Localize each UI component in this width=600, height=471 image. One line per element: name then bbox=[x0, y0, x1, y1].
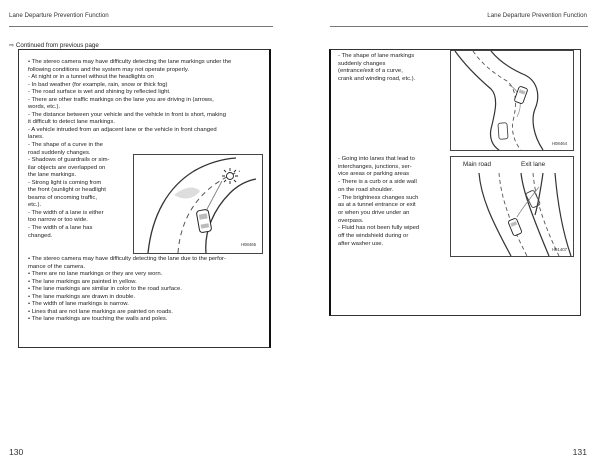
figure-code: H01407 bbox=[551, 247, 567, 252]
car-outline-icon bbox=[498, 123, 508, 140]
text-line: it difficult to detect lane markings. bbox=[28, 119, 115, 126]
text-line: • The lane markings are touching the walls and poles. bbox=[28, 316, 168, 323]
text-line: - Fluid has not been fully wiped bbox=[338, 225, 420, 232]
text-line: overpass. bbox=[338, 217, 364, 224]
left-narrow-text bbox=[28, 142, 110, 240]
main-road-label: Main road bbox=[463, 161, 492, 168]
text-line: - The width of a lane has bbox=[28, 225, 93, 232]
car-icon bbox=[508, 218, 522, 236]
text-line: road suddenly changes. bbox=[28, 149, 91, 156]
exit-lane-figure bbox=[450, 156, 574, 257]
winding-road-figure bbox=[450, 50, 574, 151]
text-line: - The distance between your vehicle and the vehicle in front is short, making bbox=[28, 111, 226, 118]
text-line: the front (sunlight or headlight bbox=[28, 187, 106, 194]
car-outline-icon bbox=[525, 190, 540, 208]
running-header-left: Lane Departure Prevention Function bbox=[9, 12, 109, 19]
text-line: • The lane markings are drawn in double. bbox=[28, 293, 136, 300]
text-line: vice areas or parking areas bbox=[338, 171, 410, 178]
page-number-right: 131 bbox=[572, 447, 587, 457]
car-icon bbox=[514, 86, 528, 104]
text-line: - The road surface is wet and shining by reflected light. bbox=[28, 89, 171, 96]
page-number-left: 130 bbox=[9, 447, 24, 457]
text-line: • The lane markings are painted in yellow. bbox=[28, 278, 137, 285]
left-bottom-text bbox=[28, 256, 226, 324]
continued-note: ⇨ Continued from previous page bbox=[9, 42, 99, 49]
text-line: - A vehicle intruded from an adjacent lane or the vehicle in front changed bbox=[28, 126, 217, 133]
text-line: the lane markings. bbox=[28, 172, 77, 179]
text-line: - At night or in a tunnel without the headlights on bbox=[28, 74, 154, 81]
text-line: • Lines that are not lane markings are painted on roads. bbox=[28, 308, 173, 315]
exit-lane-label: Exit lane bbox=[521, 161, 546, 168]
text-line: • There are no lane markings or they are very worn. bbox=[28, 271, 163, 278]
text-line: lanes. bbox=[28, 134, 44, 141]
text-line: - There are other traffic markings on the lane you are driving in (arrows, bbox=[28, 96, 214, 103]
text-line: - Going into lanes that lead to bbox=[338, 156, 415, 162]
text-line: suddenly changes bbox=[338, 60, 386, 67]
text-line: • The stereo camera may have difficulty detecting the lane due to the perfor- bbox=[28, 256, 226, 262]
text-line: as at a tunnel entrance or exit bbox=[338, 202, 416, 209]
left-top-text bbox=[28, 59, 231, 142]
right-bottom-text bbox=[338, 156, 419, 248]
car-icon bbox=[196, 209, 212, 233]
text-line: off the windshield during or bbox=[338, 233, 409, 240]
text-line: interchanges, junctions, ser- bbox=[338, 163, 412, 170]
text-line: - The shape of a curve in the bbox=[28, 142, 103, 148]
sun-glare-icon bbox=[222, 168, 238, 184]
text-line: - In bad weather (for example, rain, snow or thick fog) bbox=[28, 81, 168, 88]
text-line: words, etc.). bbox=[28, 104, 61, 111]
text-line: • The width of lane markings is narrow. bbox=[28, 301, 129, 308]
winding-road-illustration bbox=[451, 51, 573, 150]
curve-road-illustration bbox=[134, 155, 262, 253]
header-rule-right bbox=[330, 26, 588, 27]
text-line: after washer use. bbox=[338, 240, 384, 247]
text-line: etc.). bbox=[28, 202, 42, 209]
text-line: on the road shoulder. bbox=[338, 186, 394, 193]
text-line: - The width of a lane is either bbox=[28, 209, 104, 216]
text-line: or when you drive under an bbox=[338, 209, 410, 216]
figure-code: H08465 bbox=[240, 242, 256, 247]
text-line: crank and winding road, etc.). bbox=[338, 75, 416, 82]
text-line: beams of oncoming traffic, bbox=[28, 194, 97, 201]
text-line: mance of the camera. bbox=[28, 263, 85, 270]
text-line: - There is a curb or a side wall bbox=[338, 179, 417, 186]
right-top-text bbox=[338, 53, 415, 83]
text-line: • The stereo camera may have difficulty detecting the lane markings under the bbox=[28, 59, 232, 65]
text-line: • The lane markings are similar in color to the road surface. bbox=[28, 286, 182, 293]
exit-lane-illustration bbox=[451, 157, 573, 256]
figure-code: H08464 bbox=[551, 141, 567, 146]
curve-road-figure bbox=[133, 154, 263, 254]
running-header-right: Lane Departure Prevention Function bbox=[487, 12, 587, 19]
text-line: following conditions and the system may not operate properly. bbox=[28, 66, 189, 73]
text-line: changed. bbox=[28, 232, 53, 239]
text-line: - Strong light is coming from bbox=[28, 179, 102, 186]
header-rule-left bbox=[9, 26, 273, 27]
text-line: (entrance/exit of a curve, bbox=[338, 68, 403, 75]
text-line: - The shape of lane markings bbox=[338, 53, 415, 59]
text-line: too narrow or too wide. bbox=[28, 217, 88, 224]
text-line: - The brightness changes such bbox=[338, 194, 419, 201]
text-line: - Shadows of guardrails or sim- bbox=[28, 157, 110, 164]
text-line: ilar objects are overlapped on bbox=[28, 164, 106, 171]
